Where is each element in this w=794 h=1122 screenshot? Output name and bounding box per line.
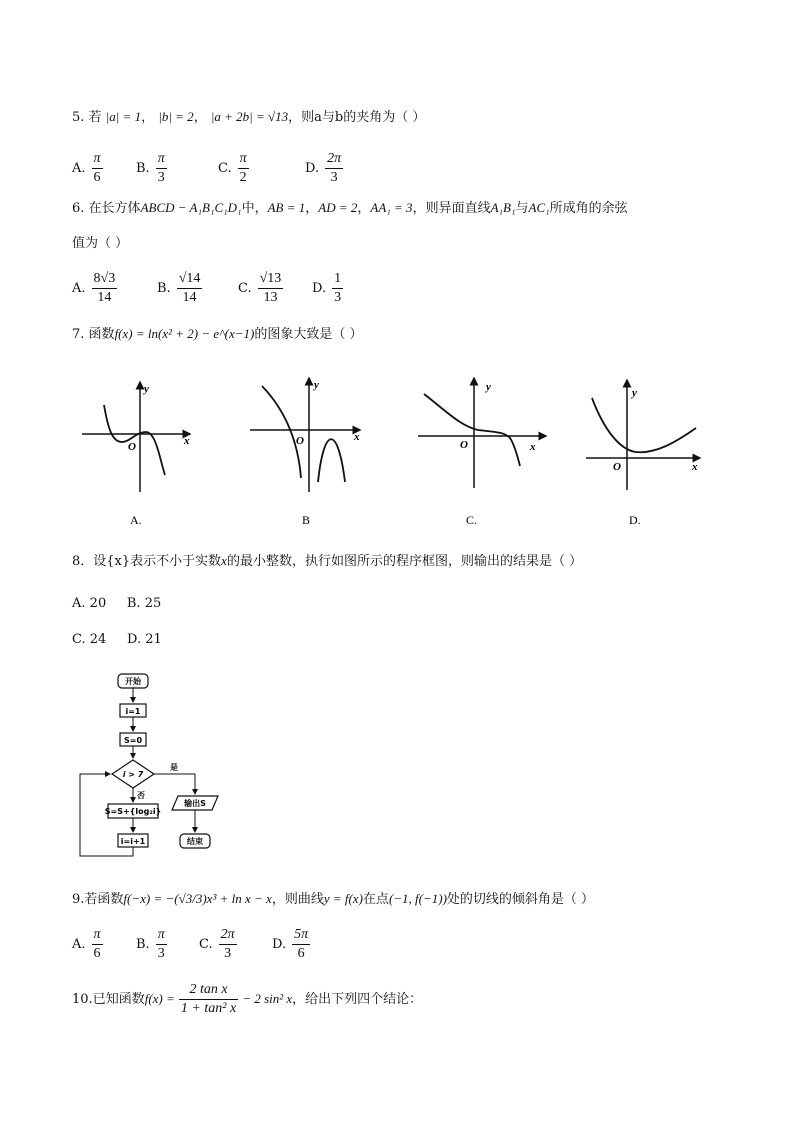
y-axis-label: y xyxy=(144,383,149,395)
option-c: C. $\frac{√13}{13}$ xyxy=(238,271,282,305)
option-c: C. $\frac{2\pi}{3}$ xyxy=(199,927,235,961)
curve xyxy=(424,394,520,466)
option-a: A. 20 xyxy=(72,596,107,611)
option-d: D. $\frac{2\pi}{3}$ xyxy=(305,151,342,185)
option-b: B. $\frac{\pi}{3}$ xyxy=(136,151,165,185)
start-label: 开始 xyxy=(125,677,141,686)
graph-a xyxy=(82,382,190,527)
graph-c xyxy=(418,378,546,527)
option-a: A. $\frac{8√3}{14}$ xyxy=(72,271,116,305)
init-s-label: S=0 xyxy=(123,736,143,745)
origin-label: O xyxy=(128,441,136,453)
x-axis-label: x xyxy=(184,435,190,447)
question-6-cont: 值为（ ） xyxy=(72,236,129,251)
origin-label: O xyxy=(296,435,304,447)
x-axis-label: x xyxy=(354,431,360,443)
option-b: B. $\frac{√14}{14}$ xyxy=(157,271,201,305)
question-number: 6. xyxy=(72,201,85,216)
x-axis-label: x xyxy=(692,461,698,473)
y-axis-label: y xyxy=(314,379,319,391)
end-label: 结束 xyxy=(187,837,203,846)
option-d: D. $\frac{1}{3}$ xyxy=(312,271,342,305)
q7-graphs xyxy=(0,370,794,540)
question-9: 9.若函数f(−x) = −(√3/3)x³ + ln x − x，则曲线y = f(x)在点(−1, f(−1))处的切线的倾斜角是（ ） xyxy=(72,891,595,907)
function-expression: f(x) = ln(x² + 2) − e^(x−1) xyxy=(114,326,255,341)
question-10: 10.已知函数f(x) = $\frac{\text{2 tan x}}{\text{1 + tan² x}}$ − 2 sin² x，给出下列四个结论： xyxy=(72,982,423,1016)
no-label: 否 xyxy=(137,791,145,800)
flowchart xyxy=(70,668,240,863)
origin-label: O xyxy=(460,439,468,451)
output-label: 输出S xyxy=(184,799,206,808)
curve xyxy=(592,398,696,452)
condition-b: |b| = 2 xyxy=(158,109,194,124)
origin-label: O xyxy=(613,461,621,473)
option-a: A. $\frac{\pi}{6}$ xyxy=(72,927,101,961)
option-b: B. 25 xyxy=(126,596,162,611)
init-i-label: i=1 xyxy=(125,707,141,716)
question-number: 5. xyxy=(72,110,85,125)
function-expression: f(−x) = −(√3/3)x³ + ln x − x xyxy=(123,891,272,906)
q8-options-row1 xyxy=(72,594,161,614)
option-c: C. $\frac{\pi}{2}$ xyxy=(218,151,247,185)
yes-label: 是 xyxy=(170,763,178,772)
question-5: 5. 若 |a| = 1， |b| = 2， |a + 2b| = √13，则a与b的夹角为（ ） xyxy=(72,109,426,125)
y-axis-label: y xyxy=(632,387,637,399)
fraction: $\frac{\text{2 tan x}}{\text{1 + tan² x}}$ xyxy=(180,982,237,1016)
condition-a: |a| = 1 xyxy=(105,109,142,124)
graph-label: A. xyxy=(130,513,142,527)
curve xyxy=(104,405,165,475)
option-a: A. $\frac{\pi}{6}$ xyxy=(72,151,101,185)
decision-label: i > 7 xyxy=(122,770,144,779)
update-i-label: i=i+1 xyxy=(120,837,146,846)
update-s-label: S=S+{log₂i} xyxy=(104,807,162,816)
question-number: 8． xyxy=(72,554,94,569)
curve-left xyxy=(262,386,301,478)
graph-label: B xyxy=(302,513,311,527)
question-number: 7. xyxy=(72,327,85,342)
option-b: B. $\frac{\pi}{3}$ xyxy=(136,927,165,961)
graph-label: C. xyxy=(466,513,478,527)
question-6: 6. 在长方体ABCD − A₁B₁C₁D₁中，AB = 1，AD = 2，AA₁ = 3，则异面直线A₁B₁与AC₁所成角的余弦 xyxy=(72,200,628,216)
curve-right xyxy=(318,439,345,482)
question-7: 7. 函数f(x) = ln(x² + 2) − e^(x−1)的图象大致是（ ） xyxy=(72,326,363,342)
q8-options-row2 xyxy=(72,630,162,650)
question-number: 9. xyxy=(72,892,85,907)
option-c: C. 24 xyxy=(72,632,107,647)
option-d: D. 21 xyxy=(126,632,162,647)
graph-d xyxy=(586,380,700,527)
question-8: 8．设{x}表示不小于实数x的最小整数，执行如图所示的程序框图，则输出的结果是（ ） xyxy=(72,553,583,569)
question-number: 10. xyxy=(72,992,93,1007)
condition-sum: |a + 2b| = √13 xyxy=(210,109,289,124)
option-d: D. $\frac{5\pi}{6}$ xyxy=(272,927,309,961)
y-axis-label: y xyxy=(486,381,491,393)
graph-b xyxy=(250,378,360,527)
graph-label: D. xyxy=(629,513,641,527)
x-axis-label: x xyxy=(530,441,536,453)
